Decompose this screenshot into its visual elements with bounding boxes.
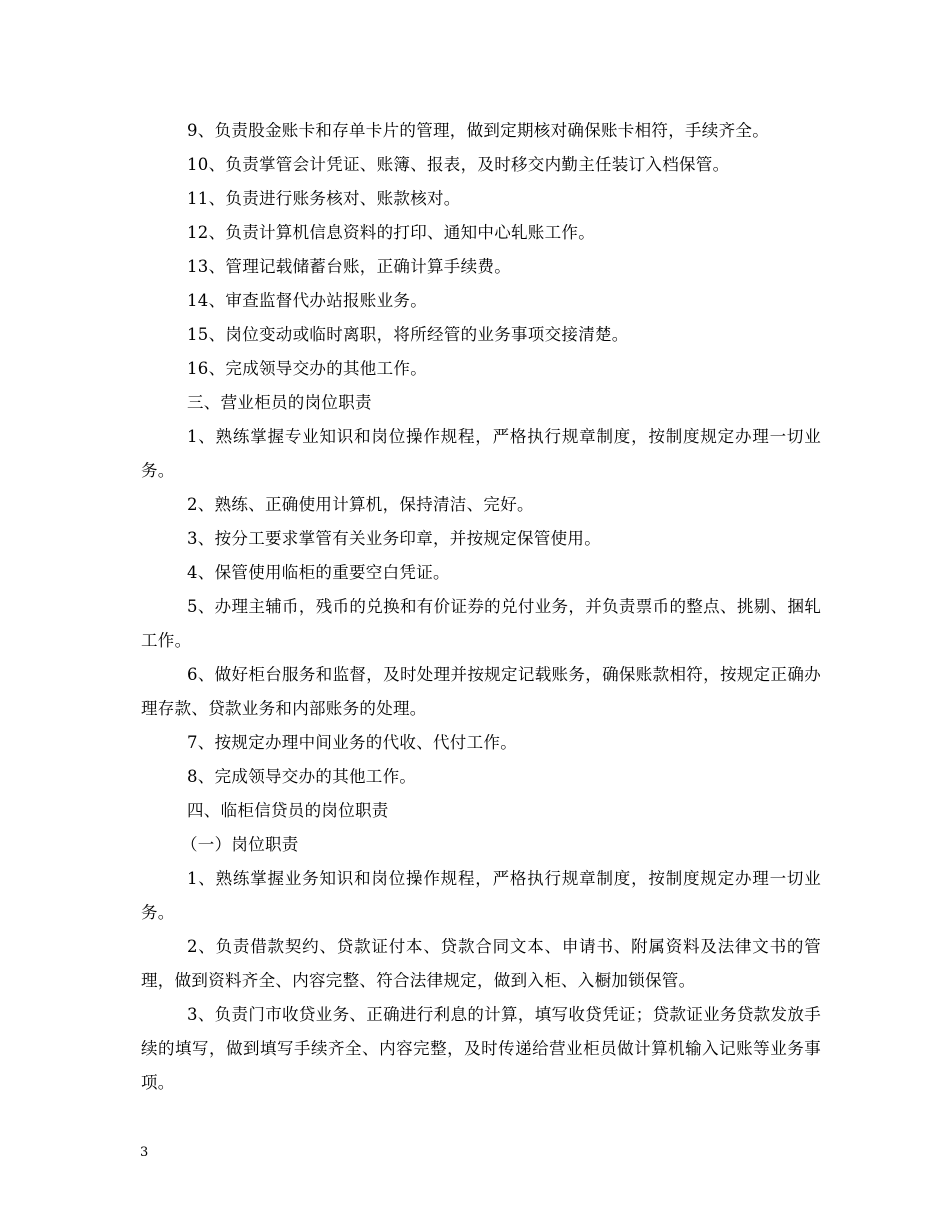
teller-duty-5: 5、办理主辅币，残币的兑换和有价证券的兑付业务，并负责票币的整点、挑剔、捆轧工作。 <box>141 597 821 650</box>
teller-duty-3: 3、按分工要求掌管有关业务印章，并按规定保管使用。 <box>187 529 601 548</box>
credit-duty-2: 2、负责借款契约、贷款证付本、贷款合同文本、申请书、附属资料及法律文书的管理，做到资料齐全、内容完整、符合法律规定，做到入柜、入橱加锁保管。 <box>141 937 821 990</box>
teller-duty-7: 7、按规定办理中间业务的代收、代付工作。 <box>187 733 517 752</box>
credit-duty-1: 1、熟练掌握业务知识和岗位操作规程，严格执行规章制度，按制度规定办理一切业务。 <box>141 869 821 922</box>
document-body <box>141 114 821 1100</box>
teller-duty-6: 6、做好柜台服务和监督，及时处理并按规定记载账务，确保账款相符，按规定正确办理存款、贷款业务和内部账务的处理。 <box>141 665 821 718</box>
paragraph-item-14: 14、审查监督代办站报账业务。 <box>187 291 427 310</box>
teller-duty-8: 8、完成领导交办的其他工作。 <box>187 767 417 786</box>
teller-duty-4: 4、保管使用临柜的重要空白凭证。 <box>187 563 450 582</box>
page-number: 3 <box>140 1145 149 1160</box>
paragraph-item-12: 12、负责计算机信息资料的打印、通知中心轧账工作。 <box>187 223 595 242</box>
paragraph-item-16: 16、完成领导交办的其他工作。 <box>187 359 427 378</box>
teller-duty-2: 2、熟练、正确使用计算机，保持清洁、完好。 <box>187 495 534 514</box>
teller-duty-1: 1、熟练掌握专业知识和岗位操作规程，严格执行规章制度，按制度规定办理一切业务。 <box>141 427 821 480</box>
paragraph-item-13: 13、管理记载储蓄台账，正确计算手续费。 <box>187 257 511 276</box>
paragraph-item-10: 10、负责掌管会计凭证、账簿、报表，及时移交内勤主任装订入档保管。 <box>187 155 730 174</box>
paragraph-item-11: 11、负责进行账务核对、账款核对。 <box>187 189 461 208</box>
paragraph-item-15: 15、岗位变动或临时离职，将所经管的业务事项交接清楚。 <box>187 325 629 344</box>
credit-duty-3: 3、负责门市收贷业务、正确进行利息的计算，填写收贷凭证；贷款证业务贷款发放手续的填写，做到填写手续齐全、内容完整，及时传递给营业柜员做计算机输入记账等业务事项。 <box>141 1005 821 1092</box>
paragraph-item-9: 9、负责股金账卡和存单卡片的管理，做到定期核对确保账卡相符，手续齐全。 <box>187 121 769 140</box>
subsection-heading-job-duties: （一）岗位职责 <box>181 835 299 854</box>
section-heading-credit-officer-duties: 四、临柜信贷员的岗位职责 <box>187 801 389 820</box>
section-heading-teller-duties: 三、营业柜员的岗位职责 <box>187 393 372 412</box>
